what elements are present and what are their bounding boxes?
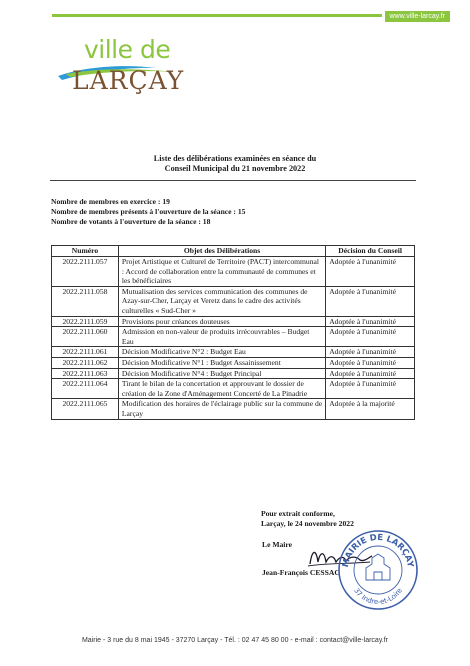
table-row <box>52 368 415 379</box>
title-line-2: Conseil Municipal du 21 novembre 2022 <box>164 164 306 173</box>
row-number: 2022.2111.062 <box>52 357 119 368</box>
row-subject: Décision Modificative N°4 : Budget Principal <box>118 368 325 379</box>
row-decision: Adoptée à l'unanimité <box>326 347 415 358</box>
logo-text-top: ville de <box>84 35 171 64</box>
row-decision: Adoptée à l'unanimité <box>326 327 415 347</box>
row-subject: Décision Modificative N°2 : Budget Eau <box>118 347 325 358</box>
row-decision: Adoptée à l'unanimité <box>326 316 415 327</box>
row-number: 2022.2111.057 <box>52 257 119 287</box>
deliberations-table <box>51 245 415 420</box>
row-number: 2022.2111.059 <box>52 316 119 327</box>
table-row <box>52 257 415 287</box>
row-subject: Mutualisation des services communication des communes de Azay-sur-Cher, Larçay et Veretz dans le cadre des activités culturelles « Sud-Cher » <box>118 286 325 316</box>
ville-de-larcay-logo <box>56 36 196 100</box>
svg-text:MAIRIE DE LARÇAY: MAIRIE DE LARÇAY <box>340 532 415 569</box>
title-line-1: Liste des délibérations examinées en séance du <box>153 154 317 163</box>
table-row <box>52 327 415 347</box>
place-date-line: Larçay, le 24 novembre 2022 <box>261 519 354 528</box>
svg-text:37 Indre-et-Loire: 37 Indre-et-Loire <box>352 586 404 607</box>
row-decision: Adoptée à l'unanimité <box>326 368 415 379</box>
row-number: 2022.2111.060 <box>52 327 119 347</box>
row-number: 2022.2111.065 <box>52 399 119 419</box>
mairie-seal-icon <box>336 528 420 612</box>
header-objet: Objet des Délibérations <box>118 246 325 257</box>
row-number: 2022.2111.058 <box>52 286 119 316</box>
row-subject: Provisions pour créances douteuses <box>118 316 325 327</box>
row-decision: Adoptée à l'unanimité <box>326 357 415 368</box>
row-subject: Modification des horaires de l'éclairage public sur la commune de Larçay <box>118 399 325 419</box>
row-number: 2022.2111.064 <box>52 379 119 399</box>
header-rule <box>52 14 382 17</box>
row-subject: Admission en non-valeur de produits irrécouvrables – Budget Eau <box>118 327 325 347</box>
row-decision: Adoptée à l'unanimité <box>326 286 415 316</box>
row-decision: Adoptée à l'unanimité <box>326 379 415 399</box>
row-number: 2022.2111.063 <box>52 368 119 379</box>
table-row <box>52 357 415 368</box>
row-decision: Adoptée à l'unanimité <box>326 257 415 287</box>
mayor-name: Jean-François CESSAC <box>262 568 340 577</box>
table-header-row <box>52 246 415 257</box>
header-numero: Numéro <box>52 246 119 257</box>
header-decision: Décision du Conseil <box>326 246 415 257</box>
title-divider <box>50 180 416 181</box>
table-row <box>52 347 415 358</box>
mayor-title: Le Maire <box>262 540 293 549</box>
table-row <box>52 316 415 327</box>
row-number: 2022.2111.061 <box>52 347 119 358</box>
table-row <box>52 379 415 399</box>
count-members: Nombre de membres en exercice : 19 <box>51 197 170 206</box>
row-subject: Projet Artistique et Culturel de Territoire (PACT) intercommunal : Accord de collaboration entre la communauté de communes et les bénéficiaires <box>118 257 325 287</box>
table-row <box>52 399 415 419</box>
document-title <box>0 154 470 174</box>
count-voters: Nombre de votants à l'ouverture de la séance : 18 <box>51 217 211 226</box>
footer-contact: Mairie - 3 rue du 8 mai 1945 - 37270 Larçay - Tél. : 02 47 45 80 00 - e-mail : contact@ville-larcay.fr <box>81 637 389 644</box>
row-subject: Tirant le bilan de la concertation et approuvant le dossier de création de la Zone d'Aménagement Concerté de La Pinadrie <box>118 379 325 399</box>
website-url: www.ville-larcay.fr <box>385 11 451 22</box>
logo-text-bottom: LARÇAY <box>72 66 185 95</box>
count-present: Nombre de membres présents à l'ouverture de la séance : 15 <box>51 207 246 216</box>
member-counts <box>51 197 245 227</box>
table-row <box>52 286 415 316</box>
certification-line: Pour extrait conforme, <box>261 509 335 518</box>
certification-block <box>261 509 354 529</box>
row-subject: Décision Modificative N°1 : Budget Assainissement <box>118 357 325 368</box>
row-decision: Adoptée à la majorité <box>326 399 415 419</box>
